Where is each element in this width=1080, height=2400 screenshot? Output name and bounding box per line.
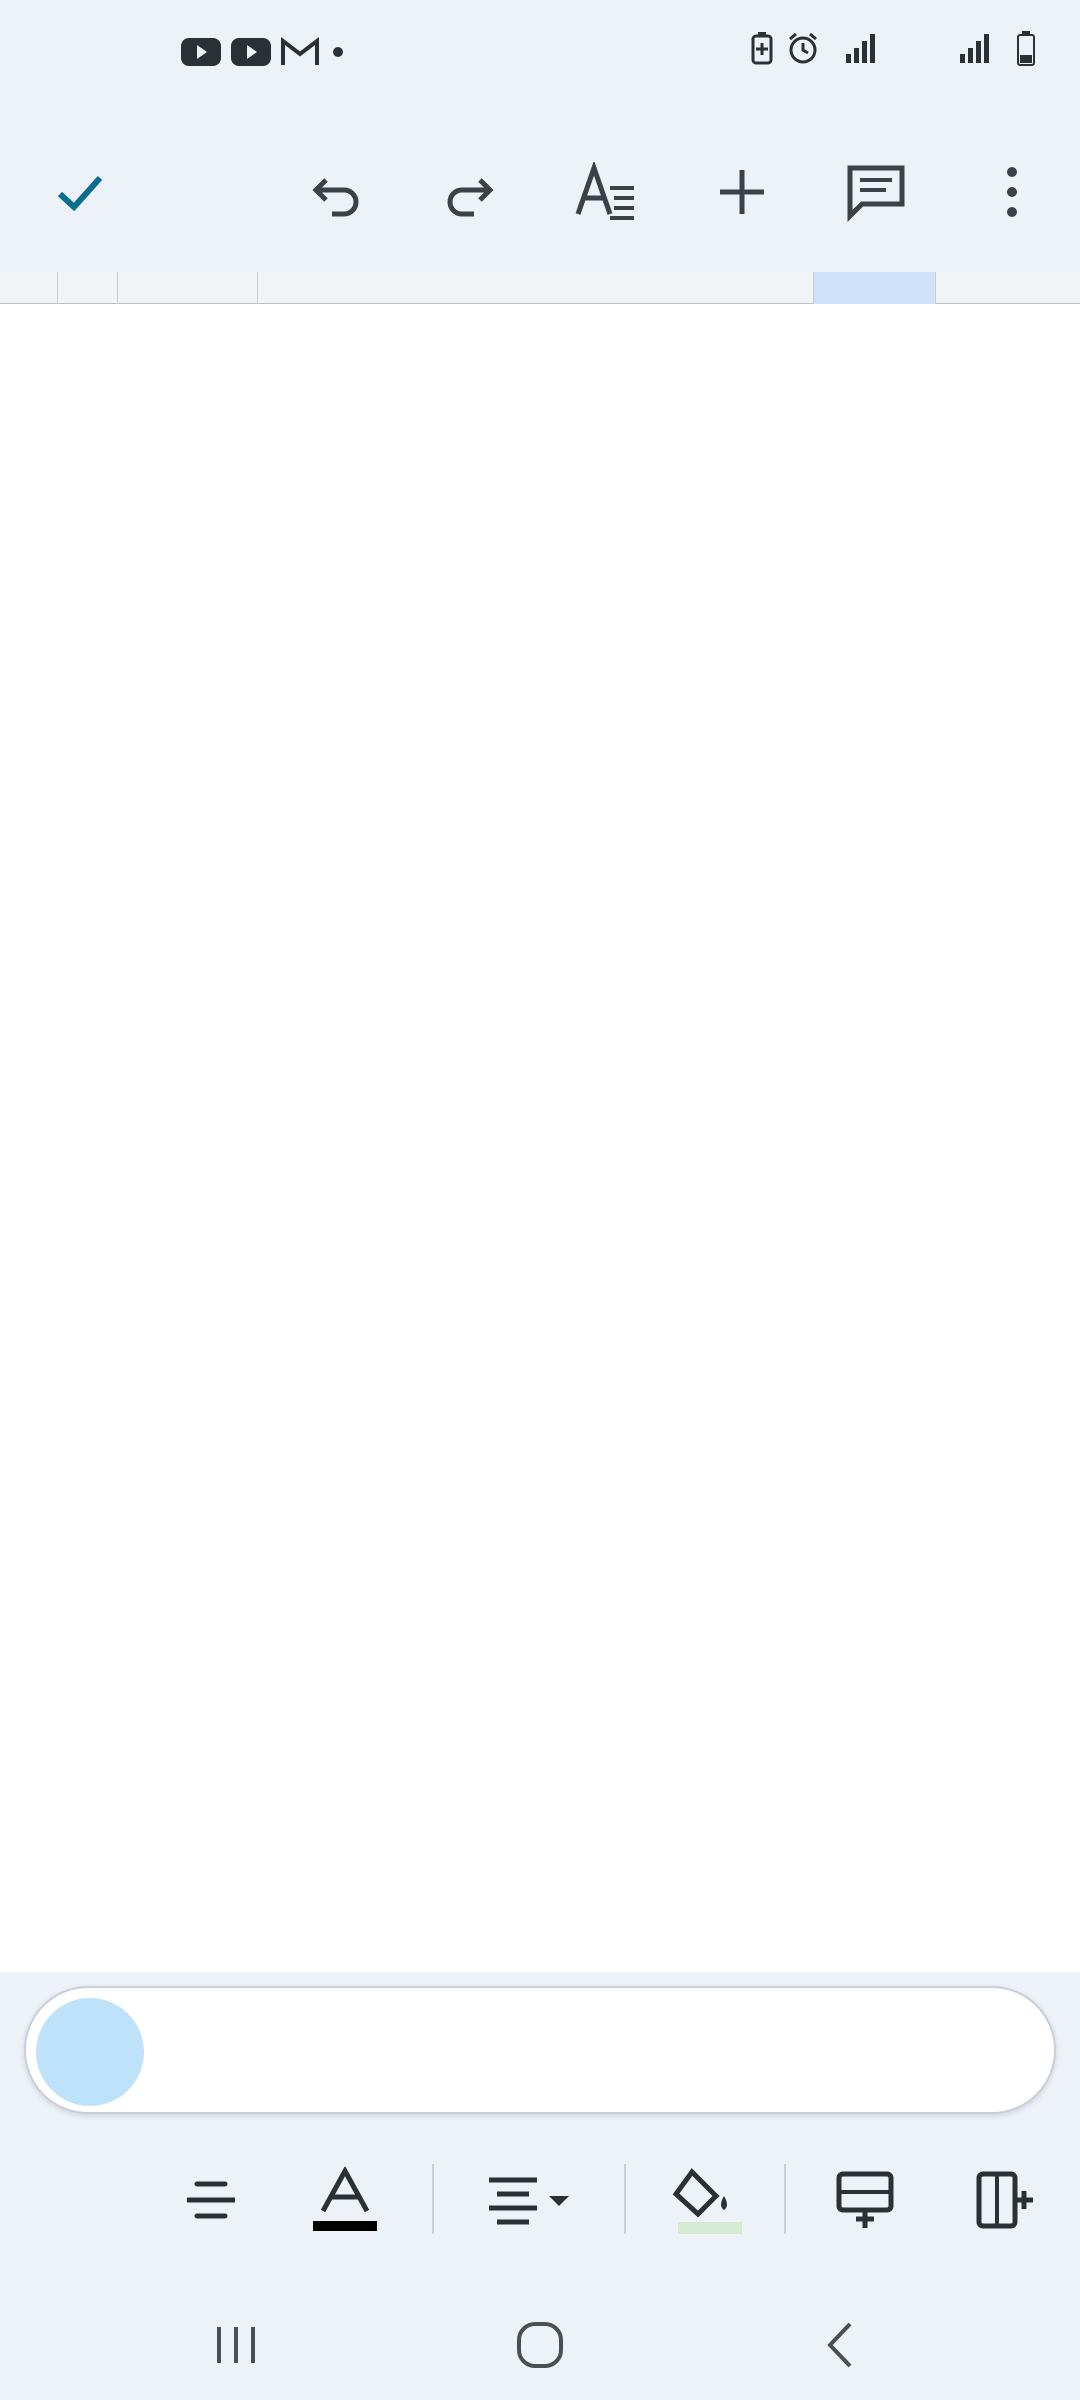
undo-button[interactable]: [296, 152, 376, 232]
youtube-icon: [230, 37, 272, 67]
system-icons: [750, 30, 1036, 66]
edit-toolbar: [0, 112, 1080, 272]
back-button[interactable]: [800, 2310, 880, 2380]
back-icon: [820, 2320, 860, 2370]
column-header-a[interactable]: [58, 272, 118, 304]
notification-icons: [180, 37, 348, 67]
insert-row-icon: [835, 2170, 895, 2230]
text-color-icon: [309, 2167, 381, 2233]
battery-saver-icon: [750, 31, 774, 65]
insert-column-icon: [975, 2170, 1035, 2230]
recents-icon: [211, 2323, 261, 2367]
align-button[interactable]: [474, 2160, 584, 2240]
fill-color-button[interactable]: [660, 2160, 760, 2240]
fill-color-icon: [670, 2166, 750, 2234]
column-header-b[interactable]: [118, 272, 258, 304]
add-icon: [714, 164, 770, 220]
alarm-icon: [786, 31, 820, 65]
strikethrough-button[interactable]: [166, 2160, 256, 2240]
insert-button[interactable]: [702, 152, 782, 232]
insert-column-button[interactable]: [960, 2160, 1050, 2240]
divider: [432, 2164, 434, 2234]
text-color-button[interactable]: [300, 2160, 390, 2240]
check-icon: [52, 164, 108, 220]
column-header-d[interactable]: [814, 272, 936, 304]
format-toolbar: [0, 2150, 1080, 2250]
redo-button[interactable]: [430, 152, 510, 232]
text-format-button[interactable]: [566, 152, 646, 232]
youtube-icon: [180, 37, 222, 67]
home-icon: [515, 2320, 565, 2370]
redo-icon: [442, 164, 498, 220]
bold-button[interactable]: [28, 2160, 118, 2240]
signal-icon: [844, 32, 878, 64]
formula-bar[interactable]: [24, 1986, 1056, 2114]
home-button[interactable]: [500, 2310, 580, 2380]
done-button[interactable]: [40, 152, 120, 232]
strikethrough-icon: [181, 2172, 241, 2228]
comment-icon: [846, 162, 906, 222]
more-vert-icon: [1002, 164, 1022, 220]
recents-button[interactable]: [196, 2310, 276, 2380]
text-format-icon: [574, 162, 638, 222]
system-nav-bar: [0, 2280, 1080, 2400]
gmail-icon: [280, 37, 320, 67]
column-header-c[interactable]: [258, 272, 814, 304]
status-bar: [0, 0, 1080, 112]
signal-icon: [958, 32, 992, 64]
divider: [784, 2164, 786, 2234]
insert-row-button[interactable]: [820, 2160, 910, 2240]
align-icon: [481, 2172, 577, 2228]
function-button[interactable]: [36, 1998, 144, 2106]
comment-button[interactable]: [836, 152, 916, 232]
dot-icon: [328, 37, 348, 67]
corner-cell[interactable]: [0, 272, 58, 304]
more-options-button[interactable]: [972, 152, 1052, 232]
battery-icon: [1016, 30, 1036, 66]
column-header-e[interactable]: [936, 272, 1080, 304]
spreadsheet-grid[interactable]: [0, 272, 1080, 1972]
undo-icon: [308, 164, 364, 220]
column-header-bar: [0, 272, 1080, 304]
divider: [624, 2164, 626, 2234]
